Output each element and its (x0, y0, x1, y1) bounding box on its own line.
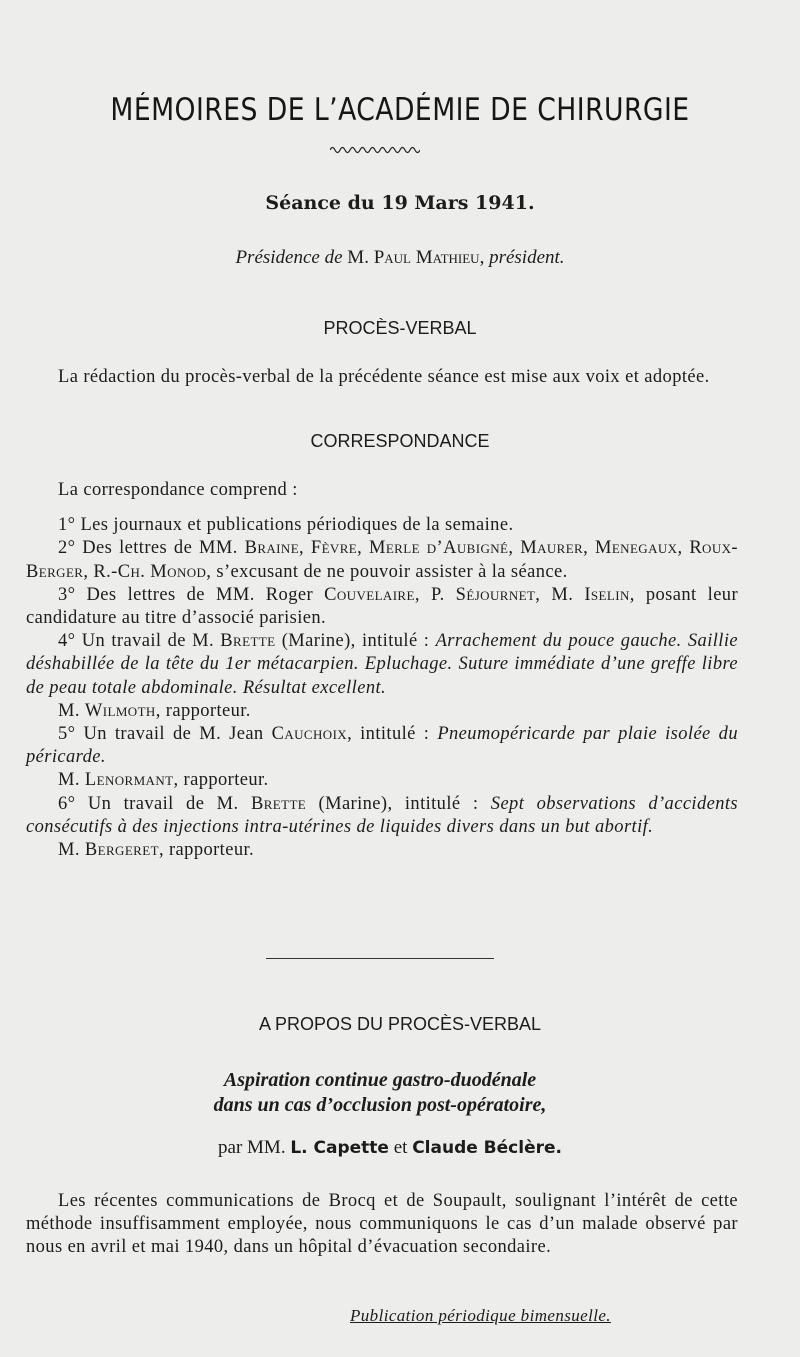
item-3-names: Couvelaire, P. Séjournet, M. Iselin, (324, 584, 635, 605)
footer-note: Publication périodique bimensuelle. (350, 1306, 611, 1325)
correspondance-item-3 (26, 584, 738, 630)
authors-and: et (393, 1137, 408, 1158)
author-1: L. Capette (290, 1138, 389, 1158)
item-4-name: Brette (220, 631, 276, 652)
article-body: Les récentes communications de Brocq et de Soupault, soulignant l’intérêt de cette méthode insuffisamment employée, nous communiquons le cas d’un malade observé par nous en avril et mai 1940, dans un hôpital d’évacuation secondaire. (26, 1191, 738, 1258)
item-2-names: Braine, Fèvre, Merle d’Aubigné, Maurer, Menegaux, Roux-Berger, R.-Ch. Monod, (26, 538, 738, 582)
seance-date: Séance du 19 Mars 1941. (265, 192, 535, 214)
correspondance-item-5 (26, 723, 738, 769)
correspondance-item-6-rapporteur (26, 839, 738, 862)
item-6-rapporteur-m: M. (58, 840, 80, 861)
item-3-suffix: posant leur candidature au titre d’associé parisien. (26, 584, 739, 629)
item-4-prefix: 4° Un travail de M. (58, 631, 215, 652)
item-5-rapporteur-name: Lenormant, (84, 770, 179, 791)
item-5-mid: intitulé : (360, 724, 430, 745)
item-5-rapporteur-role: rapporteur. (183, 770, 269, 791)
item-4-title: Arrachement du pouce gauche. Saillie déshabillée de la tête du 1er métacarpien. Epluchage. Suture immédiate d’une greffe libre de peau totale abdominale. Résultat excellent. (26, 631, 738, 698)
proces-verbal-text: La rédaction du procès-verbal de la précédente séance est mise aux voix et adoptée. (58, 367, 710, 387)
presidence-m: M. (347, 247, 369, 268)
item-5-title: Pneumopéricarde par plaie isolée du péricarde. (26, 724, 738, 768)
item-5-rapporteur-m: M. (58, 770, 80, 791)
journal-title: MÉMOIRES DE L’ACADÉMIE DE CHIRURGIE (110, 92, 690, 128)
president-role: président. (489, 247, 565, 268)
item-6-rapporteur-role: rapporteur. (169, 840, 255, 861)
wavy-ornament-icon (330, 145, 420, 155)
correspondance-item-2 (26, 537, 738, 583)
authors-by: par MM. (218, 1137, 286, 1158)
correspondance-item-4-rapporteur (26, 700, 738, 723)
section-divider (266, 958, 494, 959)
item-2-suffix: s’excusant de ne pouvoir assister à la séance. (216, 561, 568, 582)
correspondance-item-6 (26, 793, 738, 839)
article-title (0, 1068, 760, 1118)
article-title-line-1: Aspiration continue gastro-duodénale (223, 1069, 537, 1091)
presidence-line (0, 247, 800, 269)
item-6-mid: (Marine), intitulé : (318, 793, 479, 814)
item-4-rapporteur-m: M. (58, 700, 80, 721)
item-6-prefix: 6° Un travail de M. (58, 793, 239, 814)
correspondance-list (26, 479, 738, 862)
item-4-rapporteur-name: Wilmoth, (84, 700, 161, 721)
apropos-heading: A PROPOS DU PROCÈS-VERBAL (258, 1014, 542, 1034)
article-title-line-2: dans un cas d’occlusion post-opératoire, (213, 1094, 547, 1116)
correspondance-item-1: 1° Les journaux et publications périodiques de la semaine. (58, 515, 514, 536)
item-4-mid: (Marine), intitulé : (281, 631, 430, 652)
item-6-title: Sept observations d’accidents consécutifs à des injections intra-utérines de liquides divers dans un but abortif. (26, 793, 739, 837)
article-authors (0, 1137, 790, 1159)
item-3-prefix: 3° Des lettres de MM. Roger (58, 584, 314, 605)
author-2: Claude Béclère. (412, 1138, 562, 1158)
item-6-rapporteur-name: Bergeret, (84, 840, 164, 861)
item-5-prefix: 5° Un travail de M. Jean (58, 724, 264, 745)
item-6-name: Brette (250, 793, 307, 814)
item-5-name: Cauchoix, (271, 724, 353, 745)
proces-verbal-heading: PROCÈS-VERBAL (323, 318, 477, 338)
item-4-rapporteur-role: rapporteur. (165, 700, 251, 721)
presidence-prefix: Présidence de (235, 247, 343, 268)
correspondance-item-4 (26, 630, 738, 700)
president-name: Paul Mathieu, (373, 247, 485, 268)
item-2-prefix: 2° Des lettres de MM. (58, 538, 238, 559)
correspondance-item-5-rapporteur (26, 769, 738, 792)
correspondance-intro: La correspondance comprend : (58, 480, 298, 500)
correspondance-heading: CORRESPONDANCE (310, 431, 490, 451)
